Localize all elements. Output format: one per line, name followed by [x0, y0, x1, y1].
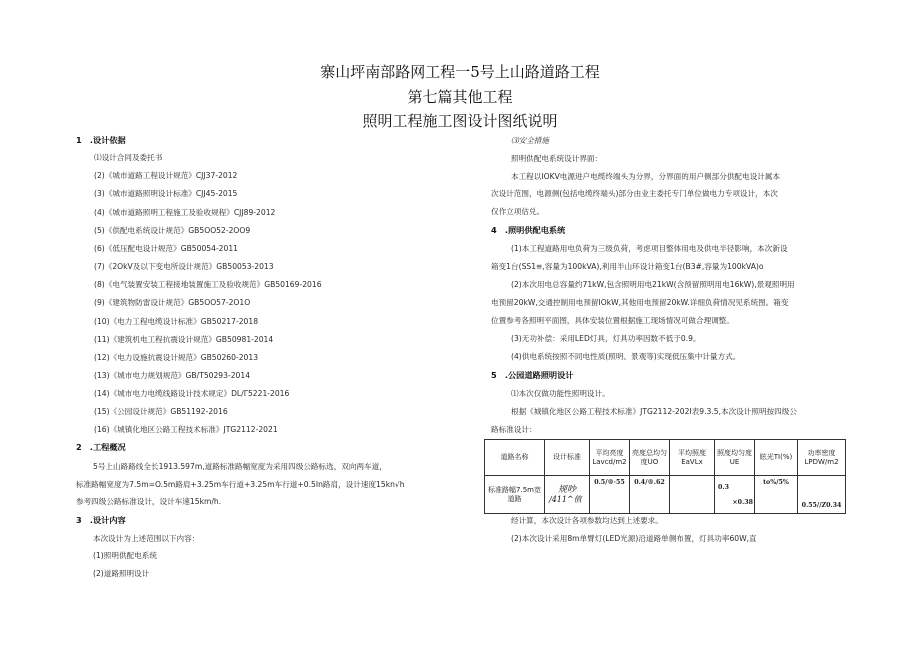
- reference-item: (14)《城市电力电缆线路设计技术规定》DL/Γ5221-2016: [94, 389, 290, 398]
- illuminance-uniformity-min: 0.3: [718, 483, 729, 491]
- power-line: (1)本工程道路用电负荷为三级负荷，考虑项目整体用电及供电半径影响，本次新设: [511, 244, 788, 253]
- reference-item: (13)《城市电力规划规范》GB/T50293-2014: [94, 371, 251, 380]
- content-line: (2)道路照明设计: [93, 569, 150, 578]
- header-power-density: 功率密度LPDW/m2: [798, 440, 846, 476]
- reference-item: (7)《2OkV及以下变电所设计规范》GB50053-2013: [94, 262, 274, 271]
- header-luminance-uniformity: 亮度总均匀度UO: [630, 440, 670, 476]
- cell-standard: [545, 476, 590, 514]
- interface-line: 次设计范围，电源侧(包括电缆终端头)部分由业主委托专门单位做电力专项设计，本次: [491, 189, 778, 198]
- project-title: 寨山坪南部路网工程一5号上山路道路工程: [320, 63, 600, 81]
- reference-item: (11)《建筑机电工程抗震设计规范》GB50981-2014: [94, 335, 274, 344]
- reference-item: (8)《电气装置安装工程接地装置施工及验收规范》GB50169-2016: [94, 280, 322, 289]
- content-line: 本次设计为上述范围以下内容：: [93, 534, 200, 543]
- standard-scribble-top: 规吵: [558, 484, 577, 495]
- header-avg-luminance: 平均亮度Lavcd/m2: [590, 440, 630, 476]
- document-title: 照明工程施工图设计图纸说明: [362, 112, 558, 130]
- lighting-standard-table: [484, 439, 846, 514]
- interface-label: 照明供配电系统设计界面：: [511, 154, 603, 163]
- reference-item: (12)《电力设施抗震设计规范》GB50260-2013: [94, 353, 259, 362]
- header-avg-illuminance: 平均照度EaVLx: [670, 440, 715, 476]
- reference-item: (5)《供配电系统设计规范》GB5OO52-2OO9: [94, 226, 251, 235]
- cell-power-density: 0.55//Z0.34: [798, 476, 846, 514]
- result-line: 经计算，本次设计各项参数均达到上述要求。: [511, 516, 663, 525]
- power-line: (3)无功补偿：采用LED灯具，灯具功率因数不低于0.9。: [511, 334, 701, 343]
- section-5-heading: 5 .公园道路照明设计: [491, 370, 574, 380]
- interface-line: 本工程以IOKV电源进户电缆终端头为分界，分界面的用户侧部分供配电设计属本: [511, 172, 780, 181]
- cell-avg-illuminance: [670, 476, 715, 514]
- cell-luminance-uniformity: 0.4/®.62: [630, 476, 670, 514]
- lighting-line: 路标准设计：: [491, 425, 537, 434]
- reference-item: (2)《城市道路工程设计规范》CJJ37-2012: [94, 171, 238, 180]
- header-road-name: 道路名称: [485, 440, 545, 476]
- reference-item: (9)《建筑物防雷设计规范》GB5OO57-2O1O: [94, 298, 251, 307]
- reference-item: (10)《电力工程电缆设计标准》GB50217-2018: [94, 317, 259, 326]
- power-line: 位置参考各照明平面图，具体安装位置根据施工现场情况可做合理调整。: [491, 316, 734, 325]
- section-3-heading: 3 .设计内容: [76, 515, 126, 525]
- reference-item: (3)《城市道路照明设计标准》CJJ45-2015: [94, 189, 238, 198]
- overview-line: 标准路幅宽度为7.5m=O.5m路肩+3.25m车行道+3.25m车行道+0.5In路肩，设计速度15kn√h: [76, 480, 405, 489]
- header-glare: 眩光TI(%): [755, 440, 798, 476]
- lamp-line: (2)本次设计采用8m单臂灯(LED光源)沿道路单侧布置，灯具功率60W,直: [511, 534, 757, 543]
- section-title: 第七篇其他工程: [407, 88, 513, 106]
- lighting-line: ⑴本次仅做功能性照明设计。: [511, 389, 610, 398]
- lighting-line: 根据《城镇化地区公路工程技术标准》JTG2112-202I表9.3.5,本次设计照明按四级公: [511, 407, 797, 416]
- section-1-heading: 1 .设计依据: [76, 135, 126, 145]
- cell-avg-luminance: 0.5/®·55: [590, 476, 630, 514]
- cell-glare: to%/5%: [755, 476, 798, 514]
- header-standard: 设计标准: [545, 440, 590, 476]
- interface-line: 仅作立项估兑。: [491, 207, 545, 216]
- reference-item: (6)《低压配电设计规范》GB50054-2011: [94, 244, 239, 253]
- section-2-heading: 2 .工程概况: [76, 442, 126, 452]
- table-header-row: [485, 440, 846, 476]
- power-line: 电预留20kW,交通控制用电预留IOkW,其他用电预留20kW.详细负荷情况见系统图。箱变: [491, 298, 789, 307]
- safety-heading: ⑶安全措施: [511, 136, 549, 145]
- reference-item: (15)《公园设计规范》GB51192-2016: [94, 407, 228, 416]
- cell-road-name: 标准路幅7.5m宽道路: [485, 476, 545, 514]
- overview-line: 5号上山路路线全长1913.597m,道路标准路幅宽度为采用四级公路标选，双向两车道，: [93, 462, 387, 471]
- cell-illuminance-uniformity: [715, 476, 755, 514]
- overview-line: 参考四级公路标准设计，设计车速15km/h.: [76, 497, 222, 506]
- section-4-heading: 4 .照明供配电系统: [491, 225, 566, 235]
- illuminance-uniformity-calc: ×0.38: [732, 498, 753, 506]
- power-line: (4)供电系统按照不同电性质(照明、景观等)实现低压集中计量方式。: [511, 352, 741, 361]
- content-line: (1)照明供配电系统: [93, 551, 157, 560]
- reference-item: ⑴设计合同及委托书: [94, 153, 163, 162]
- power-line: 箱变1台(SS1≡,容量为100kVA),利用半山环设计箱变1台(B3#,容量为100kVA)o: [491, 262, 764, 271]
- table-row: [485, 476, 846, 514]
- standard-scribble-bottom: /411^值: [549, 494, 582, 504]
- reference-item: (4)《城市道路照明工程施工及验收规程》CJJ89-2012: [94, 208, 276, 217]
- reference-item: (16)《城镇化地区公路工程技术标准》JTG2112-2021: [94, 425, 278, 434]
- header-illuminance-uniformity: 照度均匀度UE: [715, 440, 755, 476]
- power-line: (2)本次用电总容量约71kW,包含照明用电21kW(含预留照明用电16kW),景观照明用: [511, 280, 795, 289]
